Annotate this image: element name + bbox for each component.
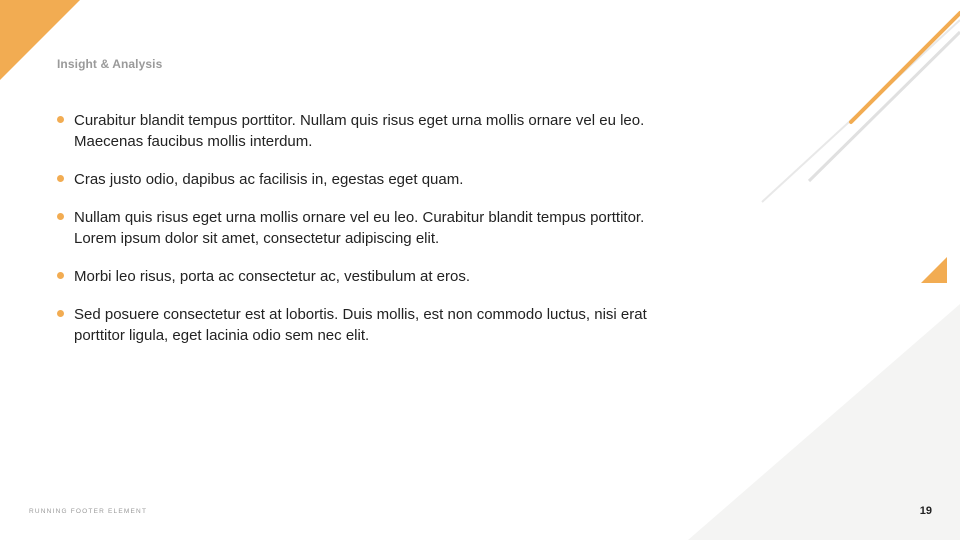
bullet-text: Nullam quis risus eget urna mollis ornare vel eu leo. Curabitur blandit tempus porttitor. Lorem ipsum dolor sit amet, consectetur adipiscing elit. xyxy=(74,209,645,247)
section-title: Insight & Analysis xyxy=(57,57,163,71)
bullet-dot-icon xyxy=(57,175,64,182)
bullet-dot-icon xyxy=(57,116,64,123)
bullet-text: Morbi leo risus, porta ac consectetur ac, vestibulum at eros. xyxy=(74,268,471,285)
bullet-dot-icon xyxy=(57,272,64,279)
bullet-dot-icon xyxy=(57,310,64,317)
diagonal-line-orange xyxy=(851,13,960,122)
bullet-text: Cras justo odio, dapibus ac facilisis in, egestas eget quam. xyxy=(74,171,464,188)
bullet-item xyxy=(56,304,656,346)
running-footer: RUNNING FOOTER ELEMENT xyxy=(29,508,148,515)
page-number: 19 xyxy=(919,505,932,517)
diagonal-line-gray xyxy=(809,32,960,181)
bullet-item xyxy=(56,110,656,152)
bullet-text: Curabitur blandit tempus porttitor. Nullam quis risus eget urna mollis ornare vel eu leo. Maecenas faucibus mollis interdum. xyxy=(74,112,645,150)
bullet-item xyxy=(56,266,656,287)
bullet-item xyxy=(56,169,656,190)
bullet-dot-icon xyxy=(57,213,64,220)
bullet-text: Sed posuere consectetur est at lobortis. Duis mollis, est non commodo luctus, nisi erat porttitor ligula, eget lacinia odio sem nec elit. xyxy=(74,306,647,344)
bullet-item xyxy=(56,207,656,249)
bullet-list xyxy=(56,110,656,363)
small-orange-triangle xyxy=(921,257,947,283)
